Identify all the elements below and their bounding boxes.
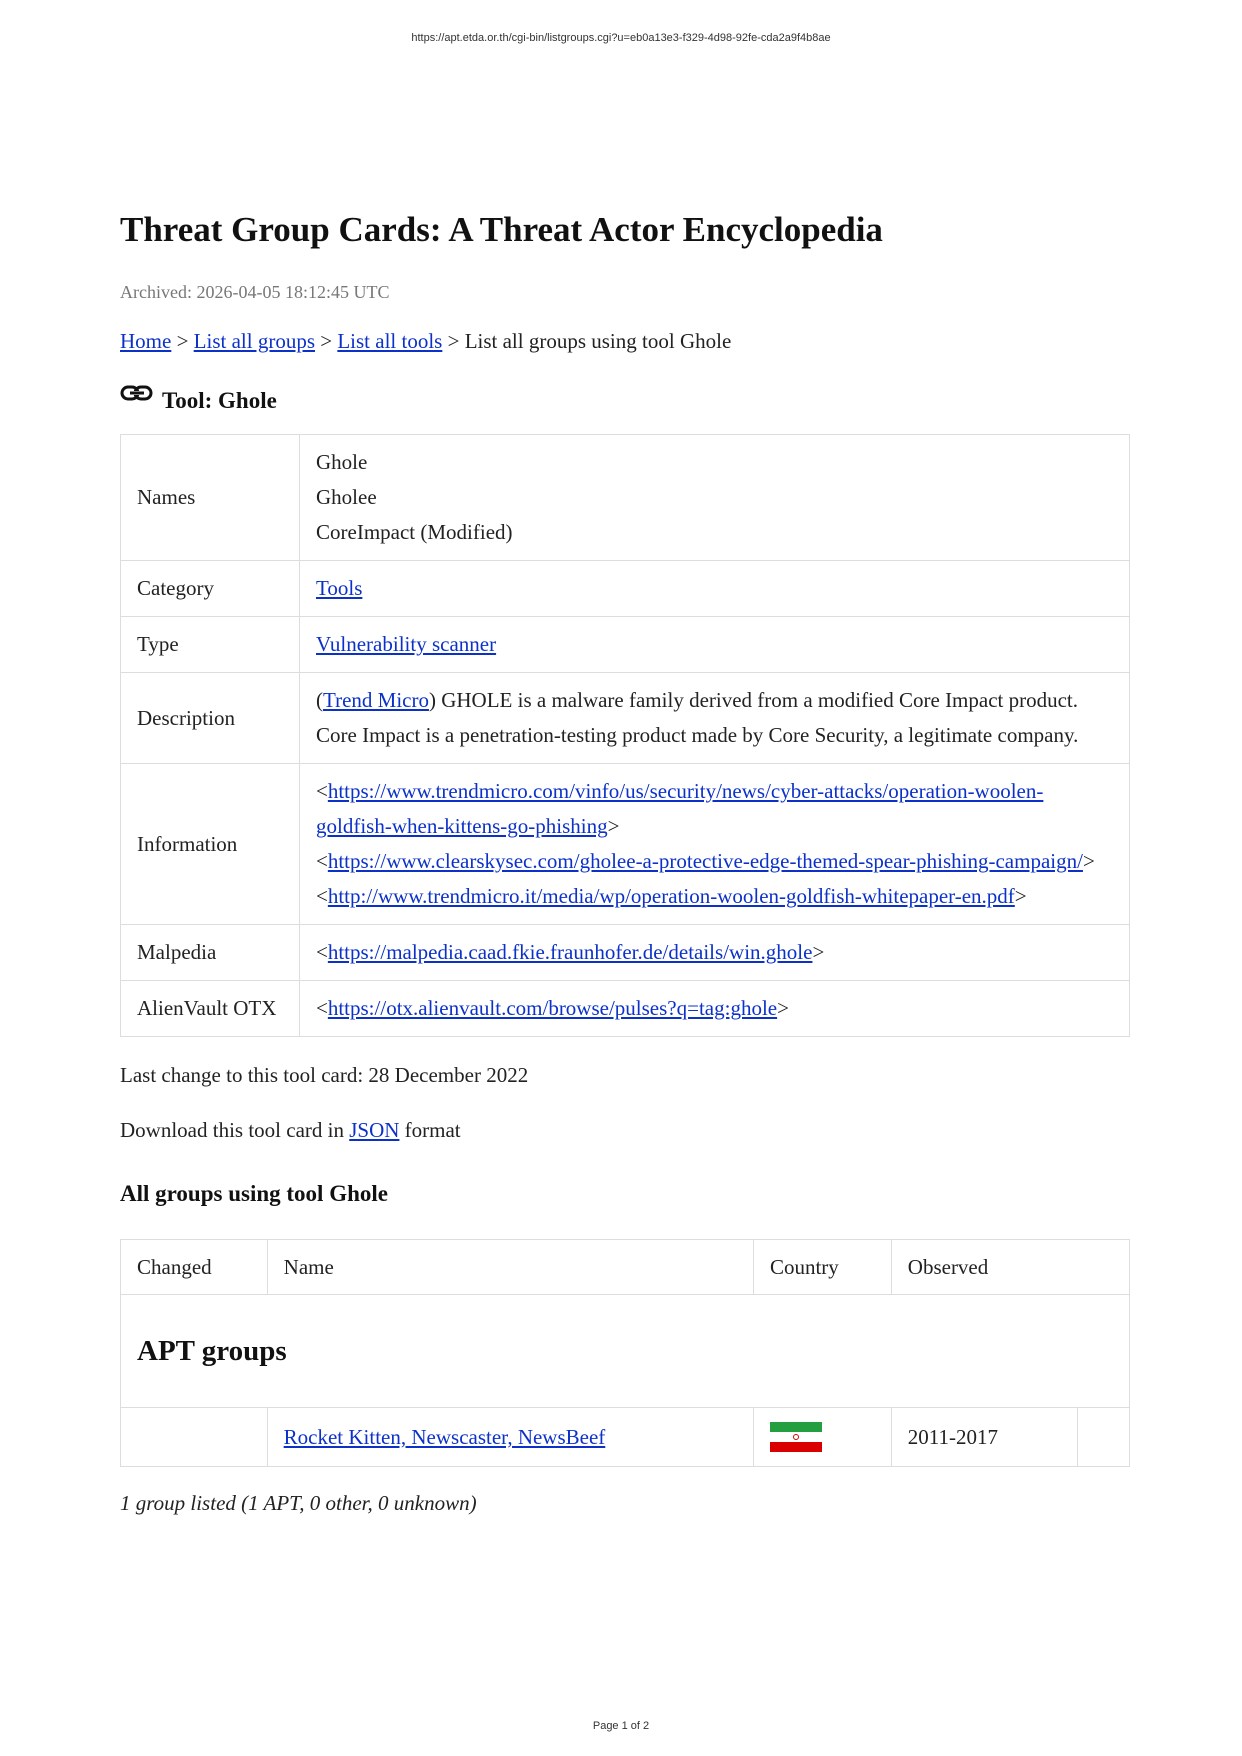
groups-heading: All groups using tool Ghole xyxy=(120,1181,388,1207)
page-title: Threat Group Cards: A Threat Actor Encyclopedia xyxy=(120,210,883,249)
breadcrumb-list-groups-link[interactable]: List all groups xyxy=(193,329,315,354)
download-suffix: format xyxy=(399,1118,461,1143)
column-header-country[interactable]: Country xyxy=(753,1240,891,1295)
breadcrumb-current: List all groups using tool Ghole xyxy=(464,329,732,354)
description-source-link[interactable]: Trend Micro xyxy=(323,688,429,713)
country-cell xyxy=(753,1408,891,1467)
observed-cell: 2011-2017 xyxy=(891,1408,1077,1467)
name-cell xyxy=(267,1408,753,1467)
type-row xyxy=(121,617,1130,673)
names-row xyxy=(121,435,1130,561)
names-value xyxy=(300,435,1130,561)
information-link[interactable]: http://www.trendmicro.it/media/wp/operation-woolen-goldfish-whitepaper-en.pdf xyxy=(327,884,1015,909)
angle-open: < xyxy=(316,996,328,1021)
column-header-observed[interactable]: Observed xyxy=(891,1240,1129,1295)
information-link-item xyxy=(316,774,1113,844)
group-name-link[interactable]: Rocket Kitten, Newscaster, NewsBeef xyxy=(283,1424,606,1449)
otx-link[interactable]: https://otx.alienvault.com/browse/pulses?q=tag:ghole xyxy=(327,996,778,1021)
print-url: https://apt.etda.or.th/cgi-bin/listgroups.cgi?u=eb0a13e3-f329-4d98-92fe-cda2a9f4b8ae xyxy=(411,32,831,44)
last-change: Last change to this tool card: 28 December 2022 xyxy=(120,1063,529,1088)
name-item: Ghole xyxy=(316,450,368,475)
tool-heading xyxy=(120,388,1130,414)
column-header-changed[interactable]: Changed xyxy=(121,1240,268,1295)
angle-close: > xyxy=(1014,884,1027,909)
information-link[interactable]: https://www.clearskysec.com/gholee-a-protective-edge-themed-spear-phishing-campaign/ xyxy=(327,849,1083,874)
angle-open: < xyxy=(316,884,328,909)
main-content xyxy=(120,210,1130,1516)
download-line xyxy=(120,1118,1130,1143)
name-item: CoreImpact (Modified) xyxy=(316,520,513,545)
description-text: ) GHOLE is a malware family derived from a modified Core Impact product. Core Impact is a penetration-testing product made by Core Security, a legitimate company. xyxy=(316,688,1079,748)
information-row xyxy=(121,764,1130,925)
category-row xyxy=(121,561,1130,617)
angle-close: > xyxy=(1082,849,1095,874)
names-label: Names xyxy=(121,435,300,561)
extra-cell xyxy=(1078,1408,1130,1467)
malpedia-value xyxy=(300,925,1130,981)
table-row xyxy=(121,1408,1130,1467)
changed-cell xyxy=(121,1408,268,1467)
groups-header-row xyxy=(121,1240,1130,1295)
archived-timestamp: Archived: 2026-04-05 18:12:45 UTC xyxy=(120,282,390,303)
groups-table xyxy=(120,1239,1130,1467)
information-label: Information xyxy=(121,764,300,925)
otx-value xyxy=(300,981,1130,1037)
otx-row xyxy=(121,981,1130,1037)
type-link[interactable]: Vulnerability scanner xyxy=(316,632,497,657)
section-apt-groups: APT groups xyxy=(121,1295,1130,1408)
json-download-link[interactable]: JSON xyxy=(349,1118,400,1143)
groups-summary: 1 group listed (1 APT, 0 other, 0 unknown) xyxy=(120,1491,477,1516)
tool-info-table xyxy=(120,434,1130,1037)
information-link[interactable]: https://www.trendmicro.com/vinfo/us/security/news/cyber-attacks/operation-woolen-goldfish-when-kittens-go-phishing xyxy=(316,779,1044,839)
angle-open: < xyxy=(316,940,328,965)
tool-heading-text: Tool: Ghole xyxy=(162,388,277,414)
download-prefix: Download this tool card in xyxy=(120,1118,350,1143)
column-header-name[interactable]: Name xyxy=(267,1240,753,1295)
breadcrumb-separator: > xyxy=(315,329,338,354)
link-icon xyxy=(120,384,154,404)
malpedia-link[interactable]: https://malpedia.caad.fkie.fraunhofer.de/details/win.ghole xyxy=(327,940,813,965)
category-value xyxy=(300,561,1130,617)
breadcrumb-home-link[interactable]: Home xyxy=(120,329,172,354)
type-label: Type xyxy=(121,617,300,673)
breadcrumb-list-tools-link[interactable]: List all tools xyxy=(337,329,443,354)
malpedia-label: Malpedia xyxy=(121,925,300,981)
page-number: Page 1 of 2 xyxy=(592,1720,650,1732)
breadcrumb-separator: > xyxy=(442,329,465,354)
name-item: Gholee xyxy=(316,485,377,510)
breadcrumb xyxy=(120,329,1130,354)
category-link[interactable]: Tools xyxy=(316,576,363,601)
information-link-item xyxy=(316,879,1113,914)
description-row xyxy=(121,673,1130,764)
otx-label: AlienVault OTX xyxy=(121,981,300,1037)
information-value xyxy=(300,764,1130,925)
description-value xyxy=(300,673,1130,764)
breadcrumb-separator: > xyxy=(171,329,194,354)
angle-open: < xyxy=(316,779,328,804)
angle-close: > xyxy=(812,940,825,965)
iran-flag-icon xyxy=(770,1422,822,1452)
category-label: Category xyxy=(121,561,300,617)
type-value xyxy=(300,617,1130,673)
angle-open: < xyxy=(316,849,328,874)
angle-close: > xyxy=(607,814,620,839)
malpedia-row xyxy=(121,925,1130,981)
angle-close: > xyxy=(777,996,789,1021)
description-open-paren: ( xyxy=(316,688,323,713)
information-link-item xyxy=(316,844,1113,879)
section-row xyxy=(121,1295,1130,1408)
description-label: Description xyxy=(121,673,300,764)
